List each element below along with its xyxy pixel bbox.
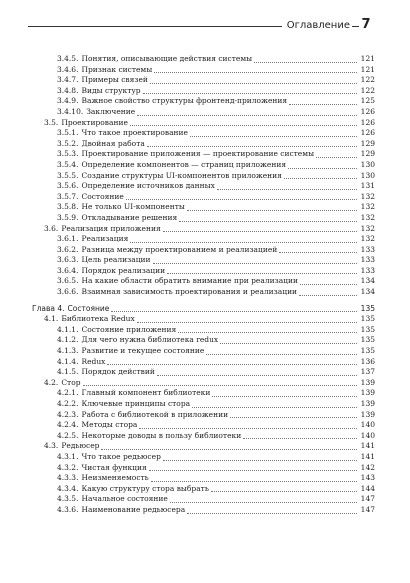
dot-leader <box>187 209 357 211</box>
page-header <box>0 0 410 44</box>
toc-page-number: 147 <box>360 504 375 514</box>
toc-page-number: 137 <box>360 367 375 377</box>
dot-leader <box>187 512 357 514</box>
dot-leader <box>217 188 357 190</box>
toc-title: Состояние <box>81 191 124 201</box>
toc-subsection[interactable] <box>32 452 375 463</box>
toc-page-number: 147 <box>360 494 375 504</box>
toc-subsection[interactable] <box>32 266 375 277</box>
toc-number: 3.5.7. <box>57 191 79 201</box>
toc-page-number: 132 <box>360 223 375 233</box>
toc-title: Не только UI-компоненты <box>81 202 185 212</box>
toc-number: 4.3.4. <box>57 483 79 493</box>
toc-page-number: 130 <box>360 159 375 169</box>
toc-number: 4.2.2. <box>57 399 79 408</box>
toc-title: Наименование редьюсера <box>81 504 186 514</box>
toc-number: 4.3.5. <box>57 494 79 504</box>
toc-title: Неизменяемость <box>81 473 149 483</box>
toc-subsection[interactable] <box>32 494 375 505</box>
toc-number: 3.5.2. <box>57 138 79 148</box>
toc-title: Цель реализации <box>81 255 151 265</box>
toc-title: Важное свойство структуры фронтенд-приложения <box>81 96 288 106</box>
toc-number: 4.2.1. <box>57 388 79 398</box>
toc-title: Работа с библиотекой в приложении <box>81 409 229 419</box>
toc-subsection[interactable] <box>32 245 375 256</box>
toc-number: 4.2.4. <box>57 420 79 430</box>
toc-subsection[interactable] <box>32 107 375 118</box>
toc-subsection[interactable] <box>32 160 375 171</box>
toc-number: 3.4.6. <box>57 64 79 74</box>
toc-page-number: 122 <box>360 85 375 95</box>
toc-number: 4.3.3. <box>57 473 79 483</box>
toc-number: 3.6.2. <box>57 244 79 254</box>
toc-page-number: 130 <box>360 170 375 180</box>
toc-title: Начальное состояние <box>81 494 168 504</box>
dot-leader <box>206 353 357 355</box>
toc-page-number: 134 <box>360 287 375 297</box>
dot-leader <box>137 114 357 116</box>
toc-number: 4.2. <box>44 377 59 387</box>
toc-page-number: 139 <box>360 388 375 398</box>
toc-subsection[interactable] <box>32 346 375 357</box>
dot-leader <box>316 156 357 158</box>
toc-title: Разница между проектированием и реализацией <box>81 244 278 254</box>
toc-subsection[interactable] <box>32 335 375 346</box>
toc-subsection[interactable] <box>32 399 375 410</box>
toc-page-number: 133 <box>360 244 375 254</box>
toc-section[interactable] <box>32 224 375 235</box>
dot-leader <box>107 363 357 365</box>
toc-page-number: 140 <box>360 420 375 430</box>
toc-page-number: 142 <box>360 462 375 472</box>
toc-subsection[interactable] <box>32 65 375 76</box>
toc-number: 3.6.3. <box>57 255 79 265</box>
toc-number: 4.1.3. <box>57 346 79 356</box>
dot-leader <box>288 167 357 169</box>
toc-title: Порядок реализации <box>81 265 166 275</box>
toc-title: Какую структуру стора выбрать <box>81 483 209 493</box>
toc-page-number: 139 <box>360 409 375 419</box>
toc-title: Проектирование <box>61 117 128 127</box>
toc-title: Что такое редьюсер <box>81 451 161 461</box>
toc-page-number: 135 <box>360 303 375 313</box>
dot-leader <box>192 406 357 408</box>
toc-subsection[interactable] <box>32 463 375 474</box>
dot-leader <box>154 71 357 73</box>
toc-subsection[interactable] <box>32 192 375 203</box>
dot-leader <box>126 198 357 200</box>
toc-subsection[interactable] <box>32 255 375 266</box>
toc-number: 3.5.8. <box>57 202 79 212</box>
toc-number: 3.6.6. <box>57 287 79 297</box>
toc-title: Взаимная зависимость проектирования и реализации <box>81 287 298 297</box>
toc-number: 4.1.2. <box>57 335 79 345</box>
toc-page-number: 132 <box>360 191 375 201</box>
toc-subsection[interactable] <box>32 410 375 421</box>
dot-leader <box>137 321 357 323</box>
toc-number: 4.3.6. <box>57 504 79 514</box>
toc-number: 3.6.4. <box>57 265 79 275</box>
toc-number: 3.4.9. <box>57 96 79 106</box>
toc-subsection[interactable] <box>32 367 375 378</box>
toc-number: 3.4.7. <box>57 75 79 85</box>
toc-title: Проектирование приложения — проектирование системы <box>81 149 315 159</box>
toc-number: 3.5.9. <box>57 212 79 222</box>
toc-page-number: 129 <box>360 138 375 148</box>
toc-subsection[interactable] <box>32 431 375 442</box>
toc-number: 3.4.10. <box>57 106 84 116</box>
dot-leader <box>139 427 357 429</box>
toc-page-number: 132 <box>360 212 375 222</box>
toc-title: Понятия, описывающие действия системы <box>81 54 253 63</box>
toc-page-number: 132 <box>360 234 375 244</box>
toc-number: 4.3. <box>44 441 59 451</box>
toc-subsection[interactable] <box>32 54 375 65</box>
toc-title: Развитие и текущее состояние <box>81 346 205 356</box>
toc-number: 4.3.1. <box>57 451 79 461</box>
toc-page-number: 126 <box>360 128 375 138</box>
toc-number: 4.1.1. <box>57 324 79 334</box>
toc-subsection[interactable] <box>32 213 375 224</box>
toc-number: 4.1.5. <box>57 367 79 377</box>
dot-leader <box>279 251 357 253</box>
toc-number: 3.5.4. <box>57 159 79 169</box>
toc-page-number: 126 <box>360 117 375 127</box>
toc-section[interactable] <box>32 378 375 389</box>
toc-subsection[interactable] <box>32 75 375 86</box>
dot-leader <box>254 61 357 63</box>
dot-leader <box>150 82 357 84</box>
dot-leader <box>149 469 357 471</box>
toc-page-number: 136 <box>360 356 375 366</box>
dot-leader <box>299 294 357 296</box>
toc-page-number: 125 <box>360 96 375 106</box>
toc-subsection[interactable] <box>32 287 375 298</box>
toc-subsection[interactable] <box>32 86 375 97</box>
toc-title: Чистая функция <box>81 462 147 472</box>
toc-number: 3.5.5. <box>57 170 79 180</box>
dot-leader <box>211 490 357 492</box>
dot-leader <box>220 342 357 344</box>
toc-title: Главный компонент библиотеки <box>81 388 211 398</box>
dot-leader <box>243 437 357 439</box>
dot-leader <box>179 220 357 222</box>
dot-leader <box>300 283 357 285</box>
toc-page-number: 135 <box>360 335 375 345</box>
toc-subsection[interactable] <box>32 473 375 484</box>
toc-page-number: 121 <box>360 64 375 74</box>
toc-page-number: 133 <box>360 265 375 275</box>
toc-title: Реализация приложения <box>61 223 161 233</box>
toc-number: 3.5.6. <box>57 181 79 191</box>
toc-title: Редьюсер <box>61 441 100 451</box>
toc-title: Ключевые принципы стора <box>81 399 191 408</box>
toc-page-number: 141 <box>360 441 375 451</box>
toc-page-number: 129 <box>360 149 375 159</box>
toc-page-number: 134 <box>360 276 375 286</box>
toc-subsection[interactable] <box>32 181 375 192</box>
toc-subsection[interactable] <box>32 276 375 287</box>
dot-leader <box>101 448 357 450</box>
toc-number: 3.6.1. <box>57 234 79 244</box>
dot-leader <box>111 310 357 312</box>
toc-subsection[interactable] <box>32 388 375 399</box>
toc-section[interactable] <box>32 118 375 129</box>
dot-leader <box>170 501 357 503</box>
dot-leader <box>143 92 357 94</box>
table-of-contents <box>32 54 375 516</box>
toc-subsection[interactable] <box>32 171 375 182</box>
toc-subsection[interactable] <box>32 202 375 213</box>
toc-subsection[interactable] <box>32 325 375 336</box>
toc-title: Откладывание решения <box>81 212 178 222</box>
toc-section[interactable] <box>32 441 375 452</box>
toc-number: 3.5. <box>44 117 59 127</box>
dot-leader <box>153 262 357 264</box>
toc-page-number: 139 <box>360 377 375 387</box>
dot-leader <box>284 177 357 179</box>
toc-title: Для чего нужна библиотека redux <box>81 335 219 345</box>
toc-page-number: 121 <box>360 54 375 63</box>
toc-title: Признак системы <box>81 64 153 74</box>
dot-leader <box>167 272 357 274</box>
toc-page-number: 141 <box>360 451 375 461</box>
toc-subsection[interactable] <box>32 139 375 150</box>
toc-number: 3.5.3. <box>57 149 79 159</box>
toc-page-number: 135 <box>360 346 375 356</box>
toc-title: Заключение <box>86 106 136 116</box>
toc-page-number: 133 <box>360 255 375 265</box>
toc-title: Состояние приложения <box>81 324 177 334</box>
toc-page-number: 135 <box>360 314 375 324</box>
toc-title: Примеры связей <box>81 75 148 85</box>
toc-title: На какие области обратить внимание при реализации <box>81 276 298 286</box>
dot-leader <box>178 331 357 333</box>
toc-number: 4.1.4. <box>57 356 79 366</box>
toc-page-number: 139 <box>360 399 375 408</box>
toc-number: Глава 4. <box>32 303 65 313</box>
toc-subsection[interactable] <box>32 484 375 495</box>
toc-subsection[interactable] <box>32 234 375 245</box>
toc-subsection[interactable] <box>32 96 375 107</box>
toc-subsection[interactable] <box>32 505 375 516</box>
toc-number: 4.1. <box>44 314 59 324</box>
dot-leader <box>289 103 357 105</box>
toc-page-number: 131 <box>360 181 375 191</box>
toc-title: Создание структуры UI-компонентов приложения <box>81 170 282 180</box>
toc-title: Порядок действий <box>81 367 155 377</box>
dot-leader <box>157 374 357 376</box>
toc-subsection[interactable] <box>32 420 375 431</box>
toc-title: Виды структур <box>81 85 141 95</box>
toc-title: Состояние <box>67 303 110 313</box>
dot-leader <box>130 124 357 126</box>
toc-number: 4.3.2. <box>57 462 79 472</box>
toc-subsection[interactable] <box>32 357 375 368</box>
running-head: Оглавление <box>282 19 352 32</box>
dot-leader <box>83 384 357 386</box>
toc-subsection[interactable] <box>32 149 375 160</box>
toc-page-number: 140 <box>360 430 375 440</box>
toc-chapter[interactable] <box>32 304 375 315</box>
toc-title: Redux <box>81 356 106 366</box>
dot-leader <box>163 230 357 232</box>
toc-title: Стор <box>61 377 81 387</box>
toc-page-number: 122 <box>360 75 375 85</box>
dot-leader <box>163 459 357 461</box>
toc-title: Некоторые доводы в пользу библиотеки <box>81 430 242 440</box>
toc-title: Библиотека Redux <box>61 314 135 324</box>
dot-leader <box>151 480 357 482</box>
page-number: 7 <box>359 16 373 34</box>
toc-page-number: 135 <box>360 324 375 334</box>
toc-title: Реализация <box>81 234 129 244</box>
toc-page-number: 143 <box>360 473 375 483</box>
toc-page-number: 144 <box>360 483 375 493</box>
toc-title: Двойная работа <box>81 138 145 148</box>
toc-section[interactable] <box>32 314 375 325</box>
toc-number: 4.2.5. <box>57 430 79 440</box>
toc-title: Определение источников данных <box>81 181 215 191</box>
dot-leader <box>147 145 357 147</box>
dot-leader <box>130 241 357 243</box>
toc-title: Что такое проектирование <box>81 128 188 138</box>
toc-page-number: 132 <box>360 202 375 212</box>
toc-page-number: 126 <box>360 106 375 116</box>
toc-title: Определение компонентов — страниц приложения <box>81 159 287 169</box>
toc-number: 3.6.5. <box>57 276 79 286</box>
toc-number: 3.4.8. <box>57 85 79 95</box>
toc-number: 3.5.1. <box>57 128 79 138</box>
toc-subsection[interactable] <box>32 128 375 139</box>
toc-title: Методы стора <box>81 420 138 430</box>
toc-number: 4.2.3. <box>57 409 79 419</box>
dot-leader <box>212 395 357 397</box>
dot-leader <box>190 135 357 137</box>
toc-number: 3.4.5. <box>57 54 79 63</box>
dot-leader <box>230 416 357 418</box>
toc-number: 3.6. <box>44 223 59 233</box>
